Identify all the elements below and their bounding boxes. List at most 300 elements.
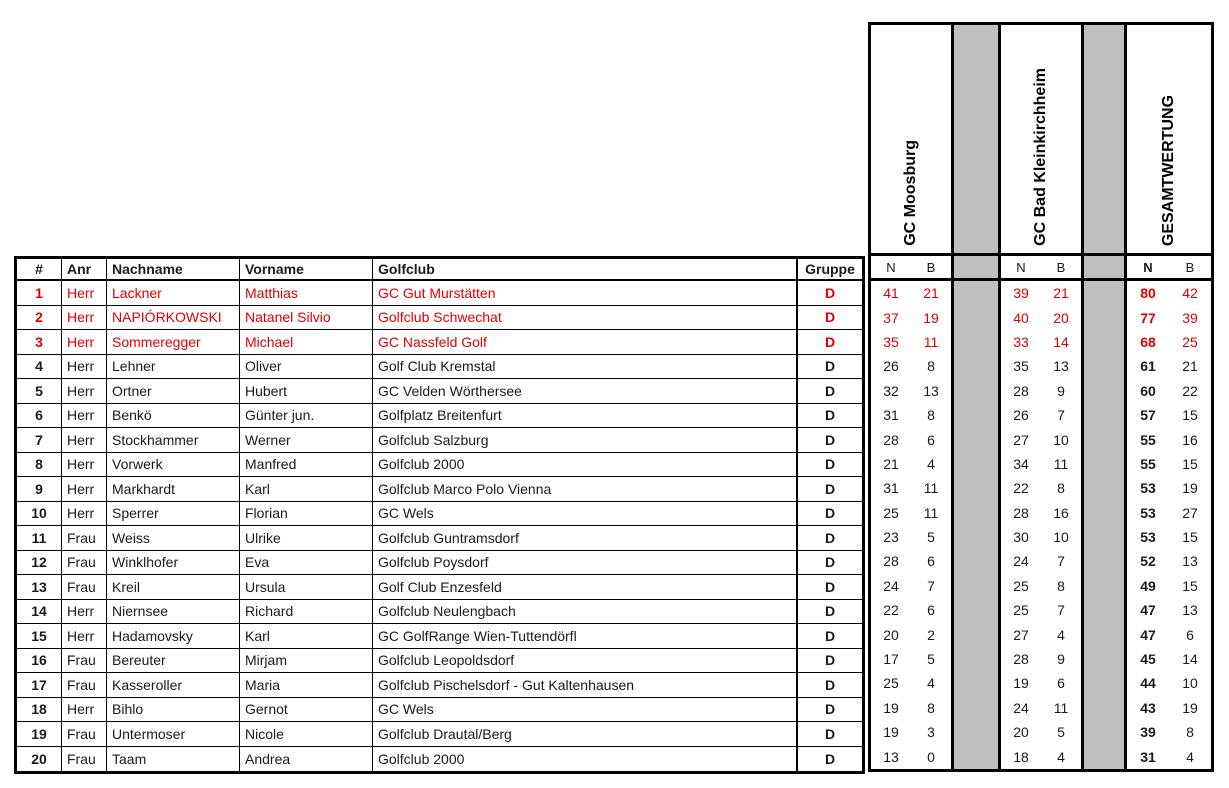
cell-anrede: Herr [62, 404, 107, 428]
cell-vorname: Richard [240, 600, 373, 624]
score-brutto: 11 [923, 333, 939, 350]
cell-rank: 3 [17, 330, 62, 354]
table-row [17, 526, 862, 551]
score-row [871, 354, 951, 378]
table-row [17, 649, 862, 674]
spacer-cell [954, 281, 998, 769]
score-row [871, 379, 951, 403]
header-gruppe: Gruppe [797, 259, 862, 279]
score-netto: 20 [883, 626, 899, 643]
cell-golfclub: GC GolfRange Wien-Tuttendörfl [373, 624, 797, 648]
score-brutto: 7 [927, 577, 935, 594]
score-row [1127, 671, 1211, 695]
score-row [1001, 476, 1081, 500]
header-netto: N [1016, 259, 1026, 275]
score-netto: 27 [1013, 431, 1029, 448]
score-brutto-total: 27 [1182, 504, 1198, 521]
table-row [17, 673, 862, 698]
score-row [871, 647, 951, 671]
cell-rank: 18 [17, 698, 62, 722]
cell-rank: 13 [17, 575, 62, 599]
table-row [17, 502, 862, 527]
score-netto: 32 [883, 382, 899, 399]
cell-gruppe: D [797, 600, 862, 624]
cell-anrede: Frau [62, 526, 107, 550]
cell-vorname: Oliver [240, 355, 373, 379]
score-netto-total: 80 [1140, 285, 1156, 302]
cell-golfclub: GC Wels [373, 502, 797, 526]
cell-gruppe: D [797, 649, 862, 673]
cell-gruppe: D [797, 428, 862, 452]
score-row [1001, 696, 1081, 720]
score-brutto-total: 15 [1182, 529, 1198, 546]
score-row [1001, 330, 1081, 354]
event-column-gc-bad-kleinkirchheim [1001, 25, 1081, 253]
score-netto: 24 [883, 577, 899, 594]
score-netto: 26 [883, 358, 899, 375]
score-row [1001, 379, 1081, 403]
score-brutto: 6 [1057, 675, 1065, 692]
score-row [871, 598, 951, 622]
score-brutto: 0 [927, 748, 935, 765]
spacer-cell [1084, 281, 1124, 769]
cell-vorname: Mirjam [240, 649, 373, 673]
score-netto: 26 [1013, 407, 1029, 424]
score-row [1001, 622, 1081, 646]
cell-gruppe: D [797, 722, 862, 746]
scores-kleinkirchheim [1001, 281, 1081, 769]
cell-rank: 10 [17, 502, 62, 526]
cell-anrede: Frau [62, 551, 107, 575]
cell-anrede: Herr [62, 281, 107, 305]
cell-golfclub: Golfclub Pischelsdorf - Gut Kaltenhausen [373, 673, 797, 697]
spacer-cell [954, 256, 998, 278]
score-brutto: 4 [927, 675, 935, 692]
score-netto: 19 [883, 724, 899, 741]
cell-nachname: Ortner [107, 379, 240, 403]
cell-anrede: Herr [62, 502, 107, 526]
score-brutto: 13 [1053, 358, 1069, 375]
score-row [1001, 598, 1081, 622]
score-brutto-total: 13 [1182, 553, 1198, 570]
score-row [871, 622, 951, 646]
cell-anrede: Herr [62, 453, 107, 477]
cell-golfclub: GC Gut Murstätten [373, 281, 797, 305]
score-netto-total: 31 [1140, 748, 1156, 765]
score-brutto: 8 [1057, 480, 1065, 497]
cell-rank: 11 [17, 526, 62, 550]
cell-gruppe: D [797, 747, 862, 772]
score-brutto: 2 [927, 626, 935, 643]
cell-golfclub: Golfclub Leopoldsdorf [373, 649, 797, 673]
cell-anrede: Herr [62, 624, 107, 648]
score-brutto: 8 [1057, 577, 1065, 594]
cell-golfclub: Golfclub Poysdorf [373, 551, 797, 575]
score-netto-total: 47 [1140, 602, 1156, 619]
header-nachname: Nachname [107, 259, 240, 279]
score-netto: 27 [1013, 626, 1029, 643]
score-brutto-total: 15 [1182, 455, 1198, 472]
score-netto: 28 [1013, 382, 1029, 399]
score-netto-total: 39 [1140, 724, 1156, 741]
score-brutto: 21 [1053, 285, 1069, 302]
cell-vorname: Florian [240, 502, 373, 526]
cell-vorname: Ursula [240, 575, 373, 599]
cell-anrede: Herr [62, 379, 107, 403]
table-row [17, 281, 862, 306]
score-brutto: 9 [1057, 382, 1065, 399]
score-row [1127, 281, 1211, 305]
cell-gruppe: D [797, 355, 862, 379]
table-row [17, 379, 862, 404]
score-netto-total: 61 [1140, 358, 1156, 375]
score-netto-total: 53 [1140, 504, 1156, 521]
score-netto-total: 53 [1140, 480, 1156, 497]
score-netto: 25 [883, 504, 899, 521]
table-row [17, 404, 862, 429]
cell-nachname: Lackner [107, 281, 240, 305]
score-netto: 40 [1013, 309, 1029, 326]
score-netto: 37 [883, 309, 899, 326]
score-netto: 41 [883, 285, 899, 302]
score-brutto: 4 [927, 455, 935, 472]
score-brutto-total: 25 [1182, 333, 1198, 350]
score-netto: 35 [1013, 358, 1029, 375]
score-brutto-total: 16 [1182, 431, 1198, 448]
nb-header-gesamt [1127, 256, 1211, 278]
cell-vorname: Matthias [240, 281, 373, 305]
cell-vorname: Karl [240, 477, 373, 501]
cell-gruppe: D [797, 404, 862, 428]
score-row [1127, 549, 1211, 573]
cell-rank: 6 [17, 404, 62, 428]
score-row [871, 305, 951, 329]
cell-golfclub: GC Nassfeld Golf [373, 330, 797, 354]
score-brutto-total: 19 [1182, 480, 1198, 497]
event-title: GESAMTWERTUNG [1160, 94, 1177, 246]
cell-golfclub: GC Wels [373, 698, 797, 722]
cell-anrede: Herr [62, 306, 107, 330]
cell-gruppe: D [797, 502, 862, 526]
score-netto: 30 [1013, 529, 1029, 546]
cell-nachname: Kasseroller [107, 673, 240, 697]
cell-gruppe: D [797, 281, 862, 305]
score-netto-total: 45 [1140, 651, 1156, 668]
score-row [871, 744, 951, 768]
table-row [17, 428, 862, 453]
nb-header-moosburg [871, 256, 951, 278]
cell-nachname: Winklhofer [107, 551, 240, 575]
cell-golfclub: Golfplatz Breitenfurt [373, 404, 797, 428]
score-row [871, 330, 951, 354]
score-row [871, 671, 951, 695]
cell-rank: 19 [17, 722, 62, 746]
event-column-gc-moosburg [871, 25, 951, 253]
score-row [1001, 427, 1081, 451]
spacer-column [1084, 25, 1124, 253]
score-row [1127, 720, 1211, 744]
cell-golfclub: Golfclub Neulengbach [373, 600, 797, 624]
cell-anrede: Frau [62, 575, 107, 599]
score-row [871, 476, 951, 500]
cell-golfclub: Golf Club Enzesfeld [373, 575, 797, 599]
score-row [1127, 330, 1211, 354]
score-brutto: 6 [927, 602, 935, 619]
cell-golfclub: Golfclub Salzburg [373, 428, 797, 452]
cell-nachname: Bihlo [107, 698, 240, 722]
score-netto: 25 [883, 675, 899, 692]
header-brutto: B [926, 259, 936, 275]
score-brutto-total: 15 [1182, 407, 1198, 424]
event-title: GC Moosburg [902, 140, 919, 246]
score-brutto: 7 [1057, 602, 1065, 619]
event-title: GC Bad Kleinkirchheim [1032, 68, 1049, 246]
score-netto: 28 [1013, 651, 1029, 668]
cell-anrede: Herr [62, 428, 107, 452]
score-brutto: 4 [1057, 626, 1065, 643]
cell-vorname: Maria [240, 673, 373, 697]
header-anrede: Anr [62, 259, 107, 279]
score-brutto: 5 [927, 529, 935, 546]
cell-nachname: Hadamovsky [107, 624, 240, 648]
score-row [1001, 281, 1081, 305]
table-row [17, 747, 862, 772]
cell-vorname: Michael [240, 330, 373, 354]
score-netto: 33 [1013, 333, 1029, 350]
cell-vorname: Günter jun. [240, 404, 373, 428]
score-brutto: 11 [1053, 455, 1069, 472]
table-row [17, 355, 862, 380]
score-row [871, 696, 951, 720]
cell-rank: 1 [17, 281, 62, 305]
score-row [871, 549, 951, 573]
cell-gruppe: D [797, 575, 862, 599]
score-brutto: 3 [927, 724, 935, 741]
header-brutto: B [1185, 259, 1195, 275]
cell-gruppe: D [797, 551, 862, 575]
cell-nachname: Benkö [107, 404, 240, 428]
cell-gruppe: D [797, 306, 862, 330]
score-row [1127, 525, 1211, 549]
score-row [871, 574, 951, 598]
scores-gesamt [1127, 281, 1211, 769]
cell-rank: 14 [17, 600, 62, 624]
cell-vorname: Andrea [240, 747, 373, 772]
score-netto-total: 57 [1140, 407, 1156, 424]
score-row [1127, 744, 1211, 768]
cell-nachname: Stockhammer [107, 428, 240, 452]
cell-anrede: Herr [62, 355, 107, 379]
score-netto: 35 [883, 333, 899, 350]
cell-rank: 15 [17, 624, 62, 648]
table-row [17, 477, 862, 502]
table-row [17, 330, 862, 355]
score-brutto-total: 21 [1182, 358, 1198, 375]
score-brutto: 6 [927, 553, 935, 570]
scores-moosburg [871, 281, 951, 769]
cell-gruppe: D [797, 477, 862, 501]
header-rank: # [17, 259, 62, 279]
cell-anrede: Herr [62, 698, 107, 722]
score-netto-total: 52 [1140, 553, 1156, 570]
cell-golfclub: Golf Club Kremstal [373, 355, 797, 379]
cell-anrede: Frau [62, 649, 107, 673]
score-row [1127, 427, 1211, 451]
cell-nachname: Sperrer [107, 502, 240, 526]
table-row [17, 551, 862, 576]
score-row [1127, 622, 1211, 646]
score-row [1001, 501, 1081, 525]
cell-gruppe: D [797, 624, 862, 648]
score-brutto-total: 22 [1182, 382, 1198, 399]
cell-nachname: Weiss [107, 526, 240, 550]
table-row [17, 698, 862, 723]
main-table [14, 256, 865, 774]
score-netto: 22 [1013, 480, 1029, 497]
score-brutto: 7 [1057, 407, 1065, 424]
score-row [1001, 744, 1081, 768]
score-netto: 24 [1013, 699, 1029, 716]
cell-gruppe: D [797, 673, 862, 697]
cell-gruppe: D [797, 526, 862, 550]
score-brutto: 16 [1053, 504, 1069, 521]
score-row [1001, 720, 1081, 744]
score-row [1001, 671, 1081, 695]
score-row [1127, 305, 1211, 329]
score-row [1127, 647, 1211, 671]
cell-gruppe: D [797, 379, 862, 403]
score-row [1001, 305, 1081, 329]
score-netto-total: 68 [1140, 333, 1156, 350]
header-golfclub: Golfclub [373, 259, 797, 279]
cell-nachname: Niernsee [107, 600, 240, 624]
score-row [1001, 574, 1081, 598]
spacer-cell [1084, 256, 1124, 278]
cell-nachname: NAPIÓRKOWSKI [107, 306, 240, 330]
header-netto: N [886, 259, 896, 275]
score-brutto-total: 15 [1182, 577, 1198, 594]
score-netto: 17 [883, 651, 899, 668]
score-brutto: 5 [1057, 724, 1065, 741]
cell-gruppe: D [797, 698, 862, 722]
cell-anrede: Frau [62, 747, 107, 772]
cell-nachname: Taam [107, 747, 240, 772]
score-netto: 18 [1013, 748, 1029, 765]
cell-golfclub: Golfclub 2000 [373, 453, 797, 477]
cell-vorname: Gernot [240, 698, 373, 722]
score-row [1001, 403, 1081, 427]
cell-rank: 5 [17, 379, 62, 403]
score-brutto: 19 [923, 309, 939, 326]
score-brutto: 14 [1053, 333, 1069, 350]
score-brutto-total: 4 [1186, 748, 1194, 765]
table-row [17, 453, 862, 478]
score-row [1001, 452, 1081, 476]
score-brutto: 20 [1053, 309, 1069, 326]
cell-nachname: Markhardt [107, 477, 240, 501]
cell-rank: 9 [17, 477, 62, 501]
score-netto-total: 49 [1140, 577, 1156, 594]
score-brutto: 8 [927, 358, 935, 375]
cell-anrede: Frau [62, 722, 107, 746]
cell-rank: 17 [17, 673, 62, 697]
score-netto-total: 47 [1140, 626, 1156, 643]
score-netto: 31 [883, 480, 899, 497]
header-vorname: Vorname [240, 259, 373, 279]
cell-golfclub: Golfclub Marco Polo Vienna [373, 477, 797, 501]
score-brutto: 6 [927, 431, 935, 448]
score-brutto: 11 [923, 504, 939, 521]
cell-nachname: Untermoser [107, 722, 240, 746]
score-brutto: 7 [1057, 553, 1065, 570]
score-netto: 19 [883, 699, 899, 716]
table-row [17, 306, 862, 331]
cell-gruppe: D [797, 453, 862, 477]
score-row [871, 720, 951, 744]
header-netto: N [1143, 259, 1153, 275]
cell-golfclub: Golfclub Schwechat [373, 306, 797, 330]
cell-nachname: Kreil [107, 575, 240, 599]
cell-vorname: Karl [240, 624, 373, 648]
score-row [1001, 549, 1081, 573]
score-brutto-total: 13 [1182, 602, 1198, 619]
cell-golfclub: GC Velden Wörthersee [373, 379, 797, 403]
score-brutto-total: 42 [1182, 285, 1198, 302]
cell-rank: 12 [17, 551, 62, 575]
cell-anrede: Herr [62, 600, 107, 624]
cell-golfclub: Golfclub Drautal/Berg [373, 722, 797, 746]
score-netto: 25 [1013, 577, 1029, 594]
score-row [871, 525, 951, 549]
score-netto: 13 [883, 748, 899, 765]
cell-nachname: Bereuter [107, 649, 240, 673]
score-netto-total: 43 [1140, 699, 1156, 716]
score-brutto: 13 [923, 382, 939, 399]
score-row [871, 452, 951, 476]
cell-anrede: Herr [62, 330, 107, 354]
cell-rank: 20 [17, 747, 62, 772]
table-row [17, 575, 862, 600]
cell-anrede: Herr [62, 477, 107, 501]
score-row [1127, 354, 1211, 378]
score-brutto-total: 14 [1182, 651, 1198, 668]
score-netto: 20 [1013, 724, 1029, 741]
table-row [17, 600, 862, 625]
score-row [1127, 696, 1211, 720]
table-row [17, 624, 862, 649]
score-netto: 39 [1013, 285, 1029, 302]
cell-golfclub: Golfclub Guntramsdorf [373, 526, 797, 550]
cell-nachname: Vorwerk [107, 453, 240, 477]
score-row [871, 501, 951, 525]
score-brutto: 10 [1053, 431, 1069, 448]
score-brutto: 8 [927, 699, 935, 716]
score-row [1127, 501, 1211, 525]
table-row [17, 722, 862, 747]
score-netto-total: 55 [1140, 455, 1156, 472]
score-brutto-total: 6 [1186, 626, 1194, 643]
score-section [868, 22, 1214, 772]
score-netto: 28 [1013, 504, 1029, 521]
main-table-header-row [17, 259, 862, 281]
cell-nachname: Lehner [107, 355, 240, 379]
score-netto-total: 77 [1140, 309, 1156, 326]
cell-rank: 2 [17, 306, 62, 330]
cell-golfclub: Golfclub 2000 [373, 747, 797, 772]
header-brutto: B [1056, 259, 1066, 275]
score-brutto: 4 [1057, 748, 1065, 765]
cell-gruppe: D [797, 330, 862, 354]
